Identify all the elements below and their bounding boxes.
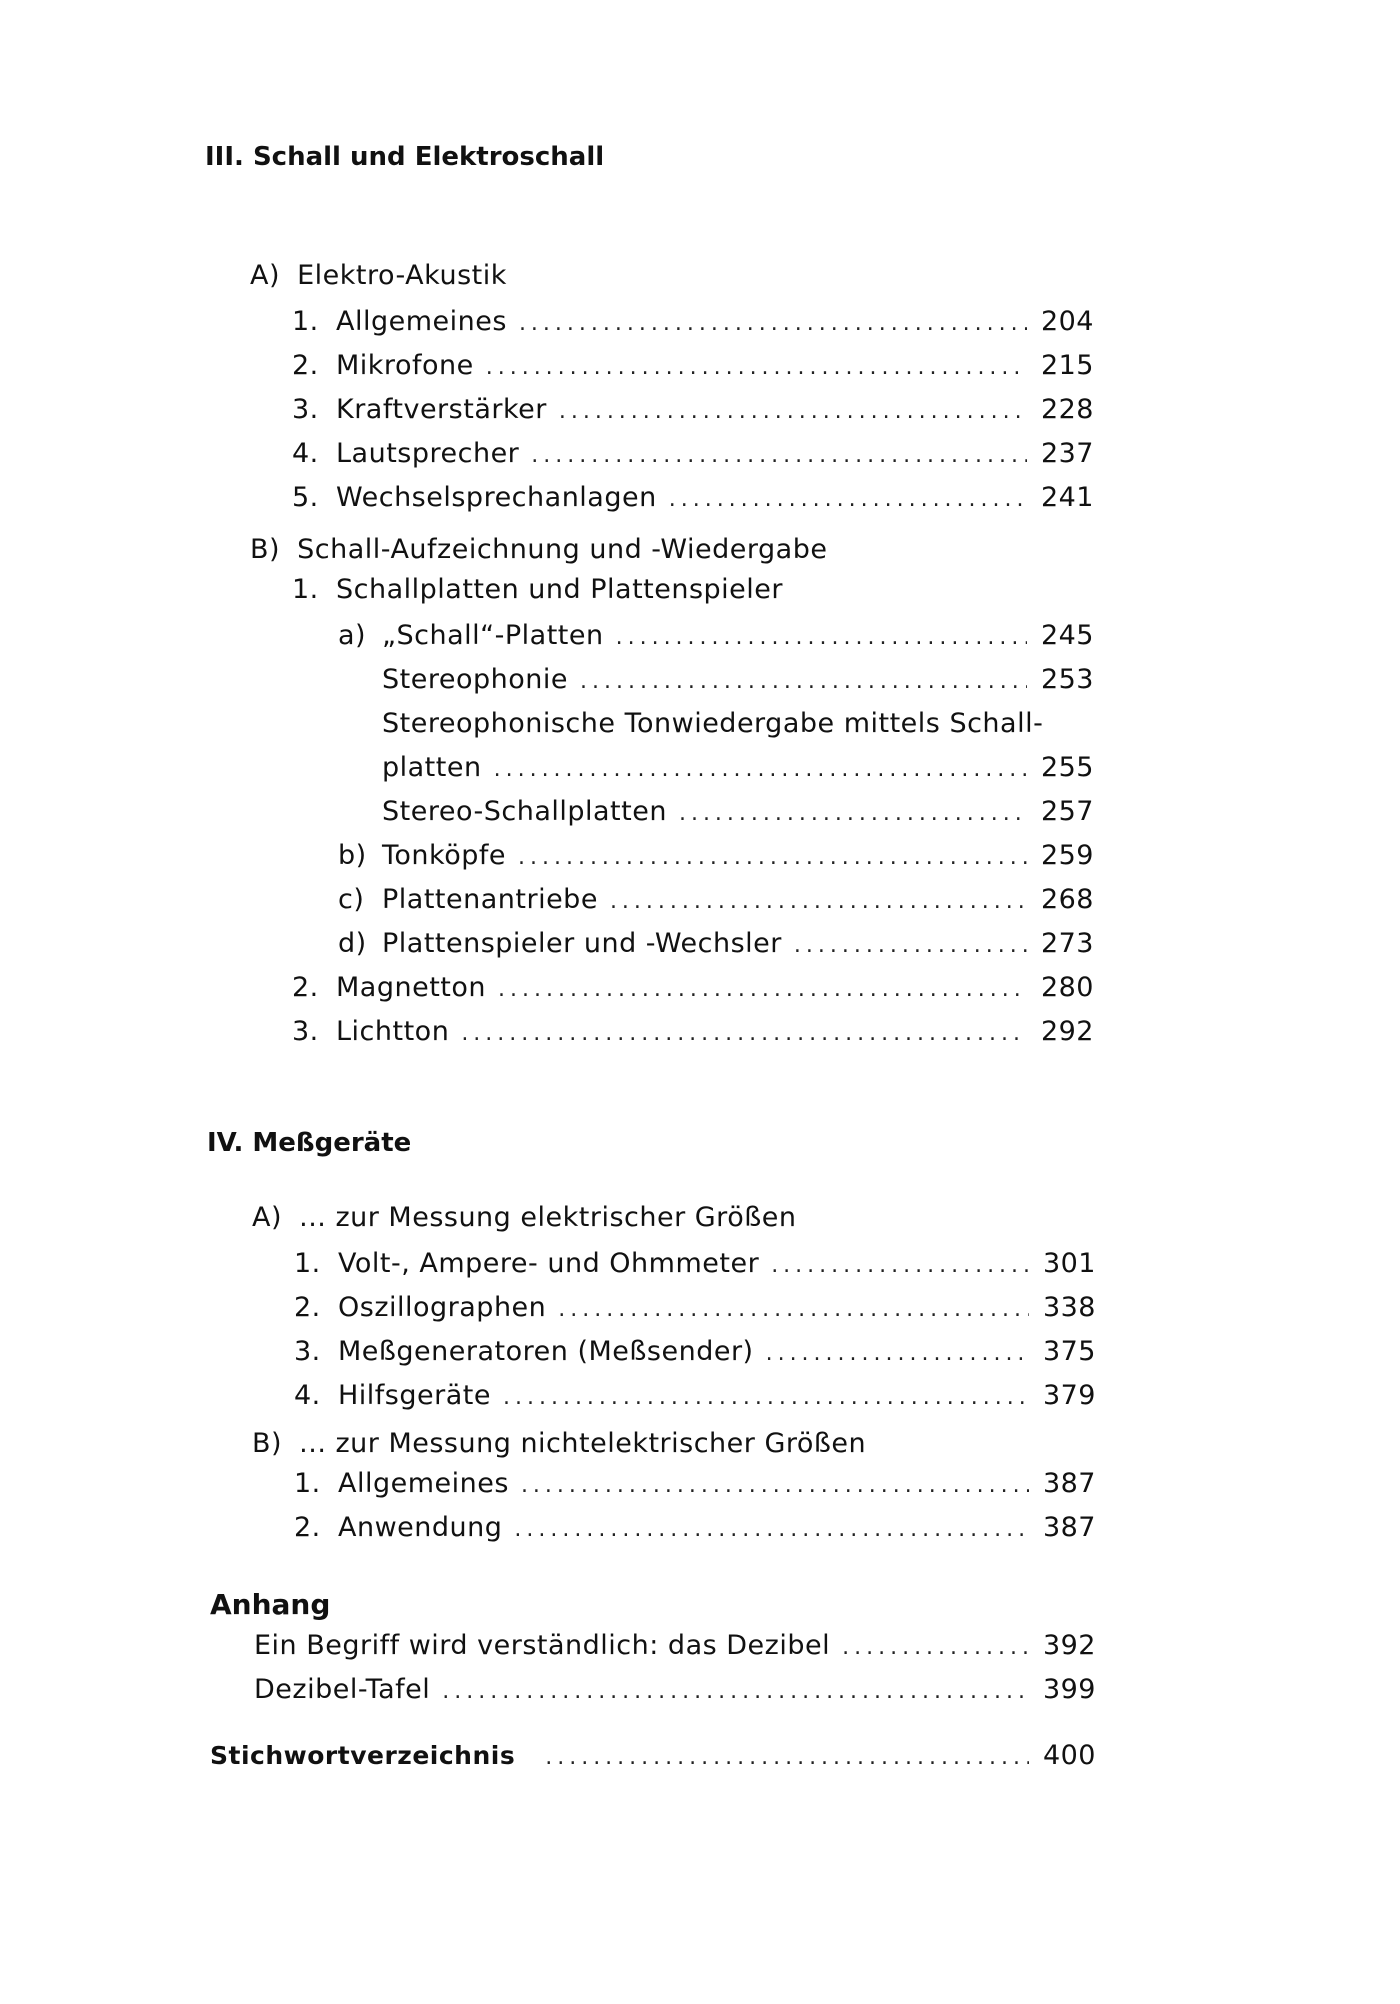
toc-entry[interactable] (338, 836, 1094, 876)
section-b-heading (250, 534, 827, 565)
dot-leader (442, 1672, 1029, 1712)
page-number: 379 (1042, 1380, 1096, 1411)
dot-leader (494, 750, 1027, 790)
dot-leader (842, 1628, 1029, 1668)
toc-entry[interactable] (292, 968, 1094, 1008)
dot-leader (679, 794, 1027, 834)
dot-leader (610, 882, 1027, 922)
index-title: Stichwortverzeichnis (210, 1741, 516, 1770)
dot-leader (794, 926, 1027, 966)
entry-title: Allgemeines (336, 306, 507, 337)
entry-letter: d) (338, 928, 367, 959)
page-number: 237 (1040, 438, 1094, 469)
toc-entry[interactable] (254, 1626, 1096, 1666)
page-number: 400 (1042, 1740, 1096, 1771)
dot-leader (771, 1246, 1029, 1286)
entry-title: Lichtton (336, 1016, 450, 1047)
page-number: 387 (1042, 1468, 1096, 1499)
dot-leader (580, 662, 1027, 702)
entry-title: Hilfsgeräte (338, 1380, 491, 1411)
toc-entry[interactable] (292, 434, 1094, 474)
entry-number: 2. (294, 1512, 321, 1543)
entry-title: Lautsprecher (336, 438, 520, 469)
toc-entry[interactable] (382, 792, 1094, 832)
dot-leader (519, 304, 1027, 344)
section-a-title: Elektro-Akustik (297, 260, 507, 291)
dot-leader (498, 970, 1027, 1010)
page-number: 255 (1040, 752, 1094, 783)
dot-leader (503, 1378, 1029, 1418)
entry-letter: c) (338, 884, 365, 915)
toc-entry[interactable] (210, 1736, 1096, 1776)
entry-number: 1. (292, 306, 319, 337)
page-number: 228 (1040, 394, 1094, 425)
entry-title: „Schall“-Platten (382, 620, 604, 651)
entry-number: 1. (294, 1248, 321, 1279)
toc-entry[interactable] (338, 924, 1094, 964)
entry-title: Ein Begriff wird verständlich: das Dezibel (254, 1630, 831, 1661)
dot-leader (461, 1014, 1027, 1054)
entry-title: Tonköpfe (382, 840, 506, 871)
toc-entry[interactable] (292, 1012, 1094, 1052)
entry-title: Mikrofone (336, 350, 474, 381)
dot-leader (531, 436, 1027, 476)
appendix-heading: Anhang (210, 1588, 331, 1621)
page-number: 387 (1042, 1512, 1096, 1543)
page-number: 245 (1040, 620, 1094, 651)
dot-leader (518, 838, 1027, 878)
entry-number: 1. (294, 1468, 321, 1499)
dot-leader (559, 392, 1027, 432)
section-b-title: ... zur Messung nichtelektrischer Größen (299, 1428, 867, 1459)
dot-leader (616, 618, 1027, 658)
entry-number: 3. (292, 1016, 319, 1047)
entry-title: Kraftverstärker (336, 394, 547, 425)
toc-entry[interactable] (294, 1464, 1096, 1504)
page-number: 273 (1040, 928, 1094, 959)
dot-leader (545, 1738, 1029, 1778)
entry-title: Stereo-Schallplatten (382, 796, 667, 827)
toc-entry-line: Stereophonische Tonwiedergabe mittels Schall- (382, 708, 1044, 739)
section-a-heading (250, 260, 507, 291)
entry-title: Schallplatten und Plattenspieler (336, 574, 784, 605)
toc-entry[interactable] (254, 1670, 1096, 1710)
toc-entry[interactable] (292, 302, 1094, 342)
page-number: 259 (1040, 840, 1094, 871)
section-b-label: B) (250, 534, 281, 565)
entry-title: Wechselsprechanlagen (336, 482, 657, 513)
dot-leader (558, 1290, 1029, 1330)
dot-leader (486, 348, 1027, 388)
toc-entry[interactable] (292, 346, 1094, 386)
entry-title: Oszillographen (338, 1292, 547, 1323)
entry-number: 4. (292, 438, 319, 469)
page-number: 241 (1040, 482, 1094, 513)
entry-title: Plattenspieler und -Wechsler (382, 928, 782, 959)
dot-leader (669, 480, 1027, 520)
entry-title: Allgemeines (338, 1468, 509, 1499)
toc-entry[interactable] (338, 616, 1094, 656)
toc-entry[interactable] (292, 390, 1094, 430)
entry-title: platten (382, 752, 482, 783)
toc-entry[interactable] (294, 1288, 1096, 1328)
section-a-label: A) (250, 260, 281, 291)
entry-number: 3. (294, 1336, 321, 1367)
page-number: 292 (1040, 1016, 1094, 1047)
entry-number: 3. (292, 394, 319, 425)
entry-number: 2. (292, 972, 319, 1003)
page-number: 399 (1042, 1674, 1096, 1705)
section-b-title: Schall-Aufzeichnung und -Wiedergabe (297, 534, 828, 565)
section-b-heading (252, 1428, 866, 1459)
section-b-label: B) (252, 1428, 283, 1459)
section-a-heading (252, 1202, 796, 1233)
page-number: 215 (1040, 350, 1094, 381)
page-number: 268 (1040, 884, 1094, 915)
page-number: 204 (1040, 306, 1094, 337)
entry-number: 5. (292, 482, 319, 513)
toc-subsection (292, 570, 783, 610)
entry-title: Volt-, Ampere- und Ohmmeter (338, 1248, 760, 1279)
entry-number: 2. (292, 350, 319, 381)
section-a-label: A) (252, 1202, 283, 1233)
entry-title: Meßgeneratoren (Meßsender) (338, 1336, 754, 1367)
page-number: 338 (1042, 1292, 1096, 1323)
entry-title: Anwendung (338, 1512, 503, 1543)
page-number: 392 (1042, 1630, 1096, 1661)
entry-letter: b) (338, 840, 367, 871)
entry-title: Dezibel-Tafel (254, 1674, 431, 1705)
toc-entry[interactable] (338, 880, 1094, 920)
entry-number: 2. (294, 1292, 321, 1323)
entry-title: Magnetton (336, 972, 487, 1003)
dot-leader (521, 1466, 1029, 1506)
entry-number: 4. (294, 1380, 321, 1411)
page-number: 375 (1042, 1336, 1096, 1367)
page-number: 253 (1040, 664, 1094, 695)
entry-title: Plattenantriebe (382, 884, 598, 915)
entry-title: Stereophonie (382, 664, 568, 695)
page-number: 280 (1040, 972, 1094, 1003)
toc-entry[interactable] (382, 660, 1094, 700)
dot-leader (514, 1510, 1029, 1550)
page-number: 257 (1040, 796, 1094, 827)
entry-letter: a) (338, 620, 367, 651)
toc-entry[interactable] (294, 1376, 1096, 1416)
dot-leader (766, 1334, 1029, 1374)
part-3-heading: III. Schall und Elektroschall (205, 142, 605, 172)
part-4-heading: IV. Meßgeräte (207, 1128, 412, 1158)
entry-number: 1. (292, 574, 319, 605)
toc-entry[interactable] (294, 1332, 1096, 1372)
toc-entry[interactable] (294, 1508, 1096, 1548)
toc-entry[interactable] (292, 478, 1094, 518)
toc-entry[interactable] (294, 1244, 1096, 1284)
page-number: 301 (1042, 1248, 1096, 1279)
section-a-title: ... zur Messung elektrischer Größen (299, 1202, 797, 1233)
toc-entry[interactable] (382, 748, 1094, 788)
